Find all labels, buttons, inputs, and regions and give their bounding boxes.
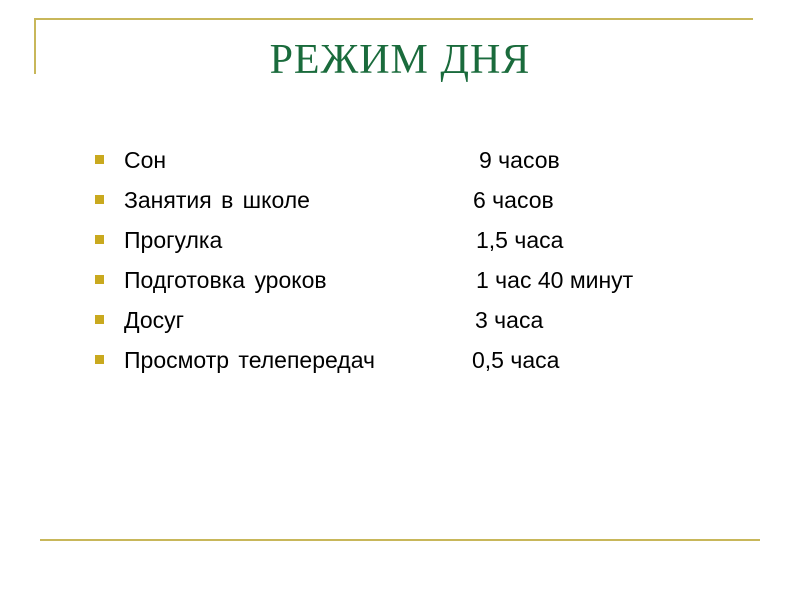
item-value: 3 часа: [475, 307, 544, 333]
schedule-list: [92, 140, 732, 380]
item-value: 0,5 часа: [472, 347, 560, 373]
item-value: 9 часов: [479, 147, 560, 173]
item-label: Подготовка уроков: [124, 267, 327, 293]
item-label: Занятия в школе: [124, 187, 310, 213]
item-value: 6 часов: [473, 187, 554, 213]
item-value: 1 час 40 минут: [476, 267, 634, 293]
square-bullet-icon: [95, 355, 104, 364]
item-label: Прогулка: [124, 227, 223, 253]
square-bullet-icon: [95, 195, 104, 204]
list-item: [92, 180, 732, 220]
item-label: Досуг: [124, 307, 185, 333]
list-item: [92, 220, 732, 260]
frame-bottom-line: [40, 539, 760, 541]
item-label: Просмотр телепередач: [124, 347, 375, 373]
square-bullet-icon: [95, 315, 104, 324]
square-bullet-icon: [95, 275, 104, 284]
list-item: [92, 300, 732, 340]
item-label: Сон: [124, 147, 167, 173]
square-bullet-icon: [95, 235, 104, 244]
list-item: [92, 340, 732, 380]
list-item: [92, 260, 732, 300]
frame-top-line: [34, 18, 753, 20]
slide-title: РЕЖИМ ДНЯ: [269, 37, 531, 83]
list-item: [92, 140, 732, 180]
item-value: 1,5 часа: [476, 227, 564, 253]
square-bullet-icon: [95, 155, 104, 164]
